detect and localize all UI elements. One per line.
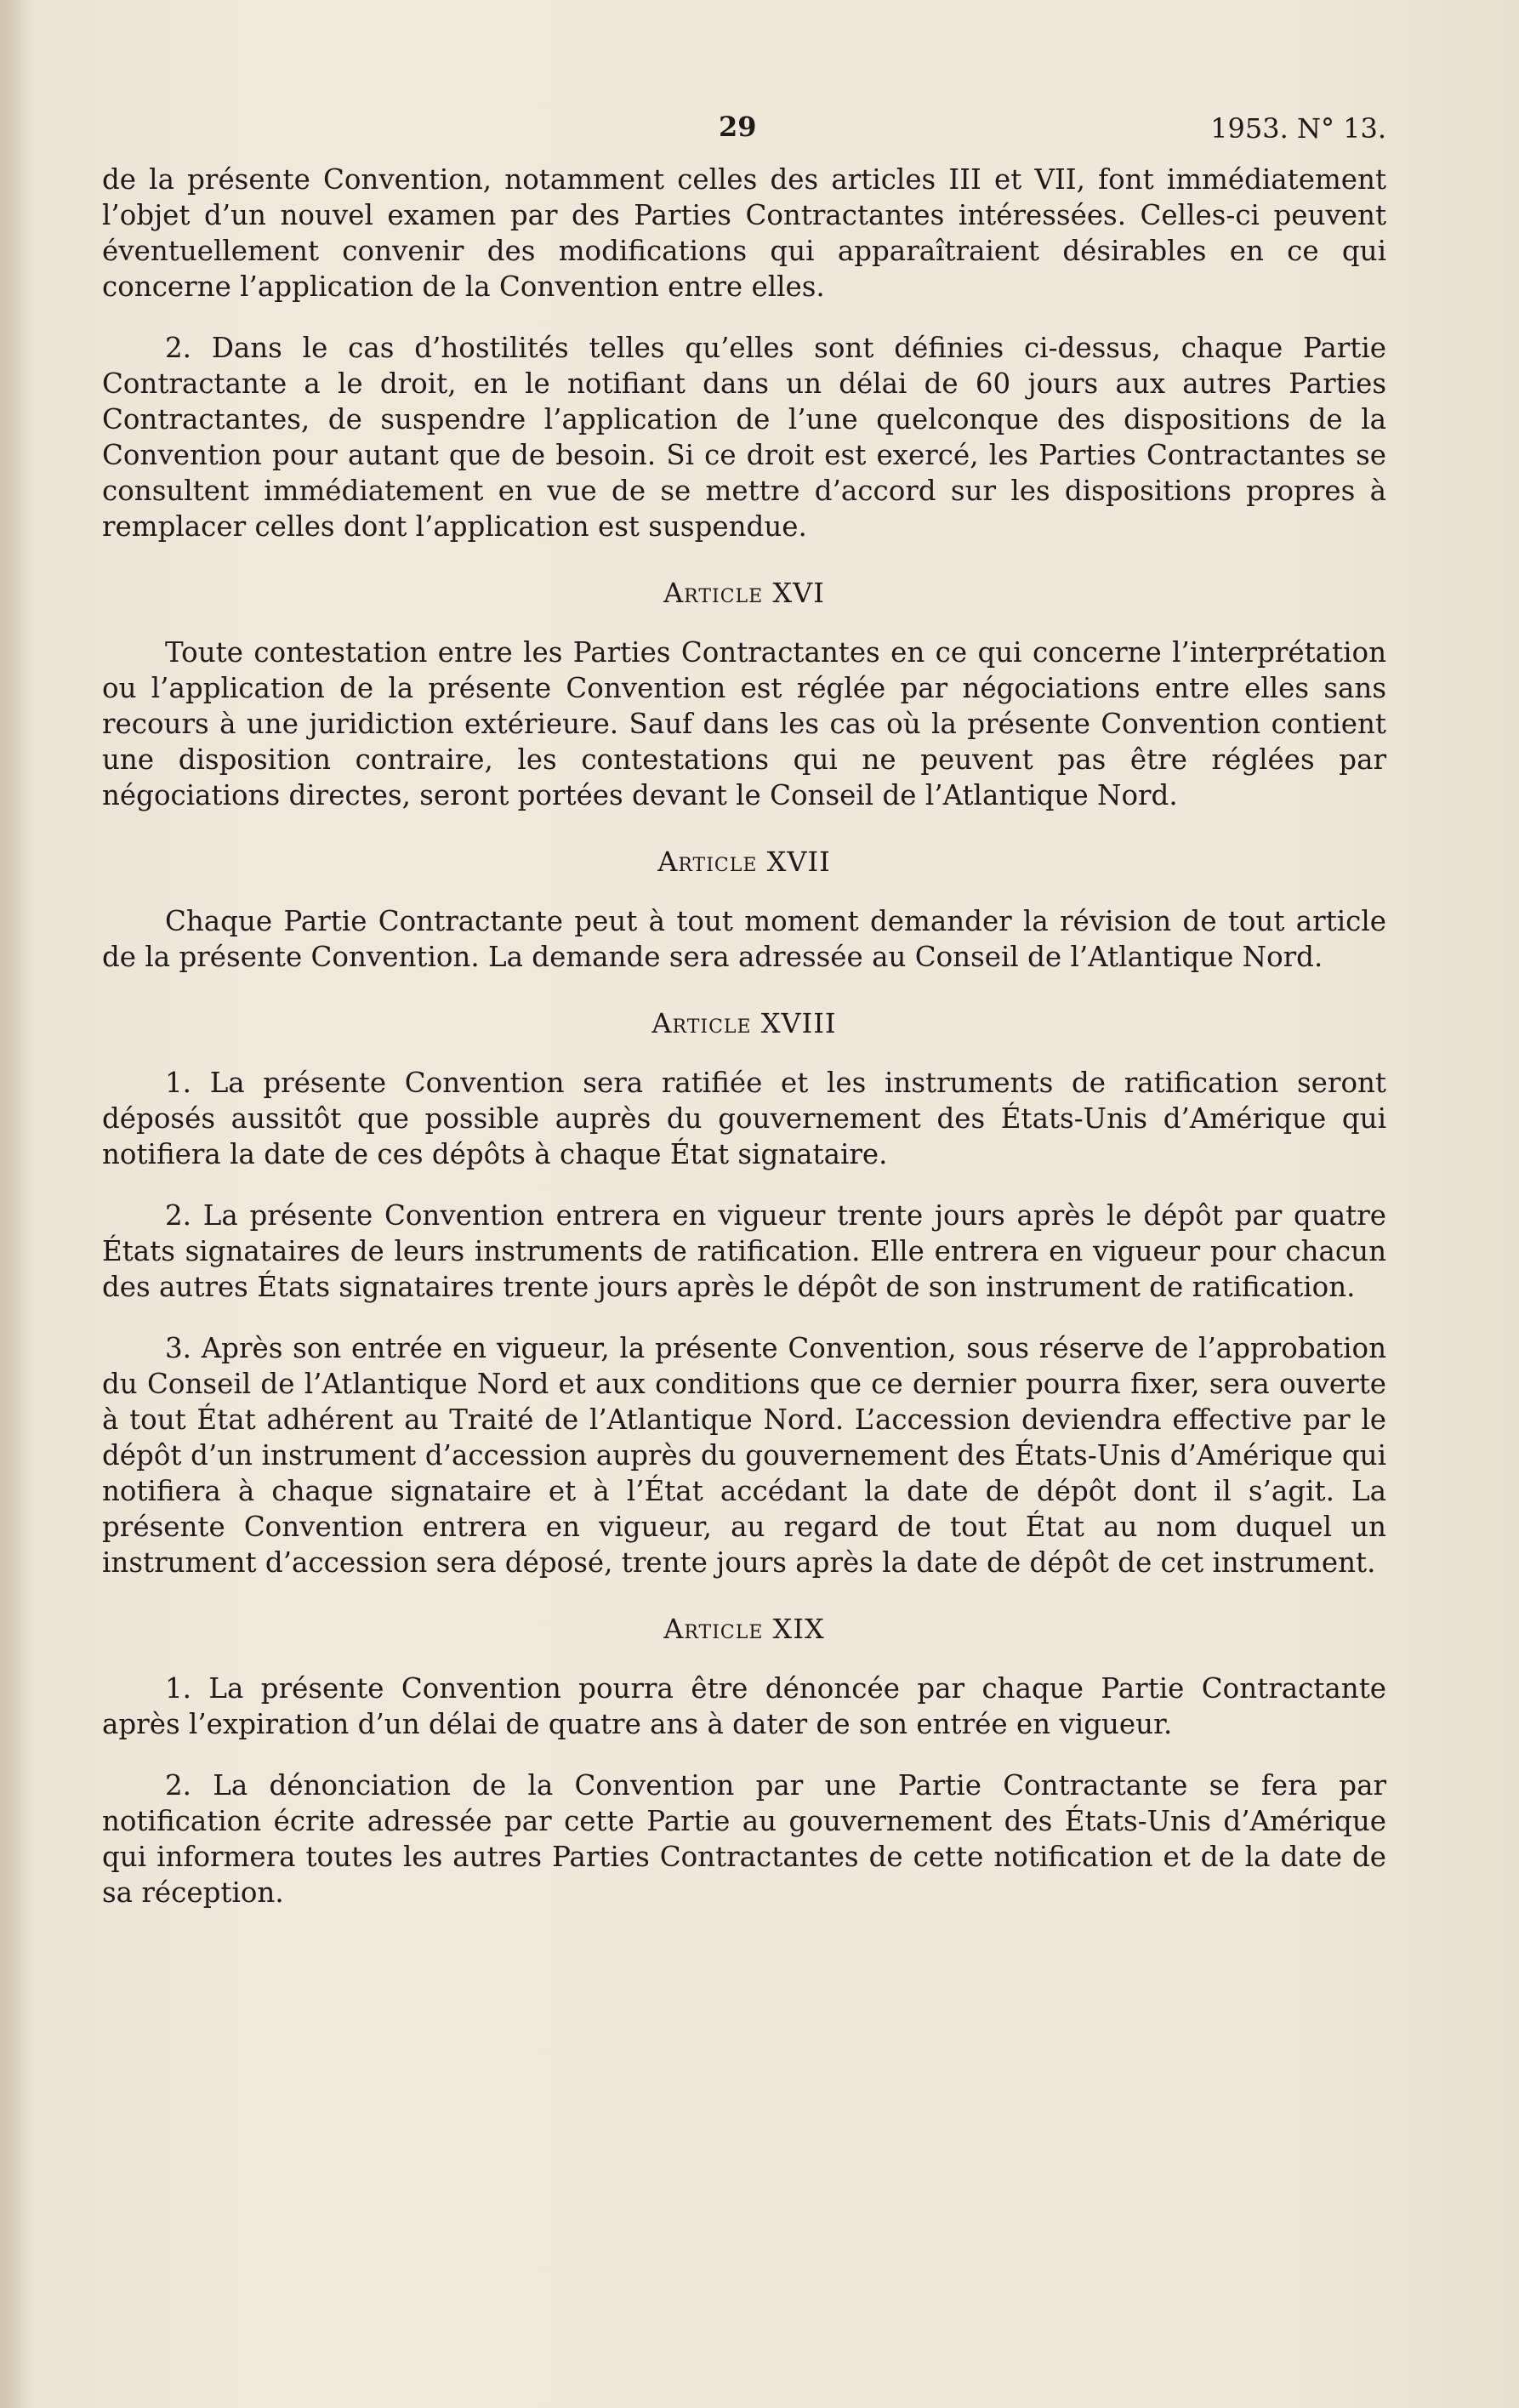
article-xix-paragraph-1: 1. La présente Convention pourra être dénoncée par chaque Partie Contractante après l’expiration d’un délai de quatre ans à dater de son entrée en vigueur. (102, 1672, 1386, 1740)
article-xvi-paragraph: Toute contestation entre les Parties Contractantes en ce qui concerne l’interprétation ou l’application de la présente Convention est réglée par négociations entre elles sans recours à une juridiction extérieure. Sauf dans les cas où la présente Convention contient une disposition contraire, les contestations qui ne peuvent pas être réglées par négociations directes, seront portées devant le Conseil de l’Atlantique Nord. (102, 636, 1386, 811)
binding-shadow (0, 0, 29, 2408)
article-heading-xvi: Article XVI (663, 577, 825, 609)
article-heading-xvii: Article XVII (657, 845, 831, 878)
article-heading-xviii: Article XVIII (651, 1007, 837, 1039)
article-heading-xix: Article XIX (663, 1613, 825, 1645)
article-xvii-paragraph: Chaque Partie Contractante peut à tout moment demander la révision de tout article de la présente Convention. La demande sera adressée au Conseil de l’Atlantique Nord. (102, 905, 1386, 973)
article-xviii-paragraph-3: 3. Après son entrée en vigueur, la présente Convention, sous réserve de l’approbation du Conseil de l’Atlantique Nord et aux conditions que ce dernier pourra fixer, sera ouverte à tout État adhérent au Traité de l’Atlantique Nord. L’accession deviendra effective par le dépôt d’un instrument d’accession auprès du gouvernement des États-Unis d’Amérique qui notifiera à chaque signataire et à l’État accédant la date de dépôt dont il s’agit. La présente Convention entrera en vigueur, au regard de tout État au nom duquel un instrument d’accession sera déposé, trente jours après la date de dépôt de cet instrument. (102, 1332, 1386, 1579)
page-header (102, 102, 1386, 150)
article-xviii-paragraph-1: 1. La présente Convention sera ratifiée et les instruments de ratification seront déposés aussitôt que possible auprès du gouvernement des États-Unis d’Amérique qui notifiera la date de ces dépôts à chaque État signataire. (102, 1067, 1386, 1170)
document-reference: 1953. N° 13. (1210, 112, 1386, 145)
page-content (102, 102, 1386, 1936)
article-xviii-paragraph-2: 2. La présente Convention entrera en vigueur trente jours après le dépôt par quatre États signataires de leurs instruments de ratification. Elle entrera en vigueur pour chacun des autres États signataires trente jours après le dépôt de son instrument de ratification. (102, 1199, 1386, 1303)
paragraph-continued: de la présente Convention, notamment celles des articles III et VII, font immédiatement l’objet d’un nouvel examen par des Parties Contractantes intéressées. Celles-ci peuvent éventuellement convenir des modifications qui apparaîtraient désirables en ce qui concerne l’application de la Convention entre elles. (102, 163, 1386, 303)
page-number: 29 (719, 111, 757, 143)
paragraph-hostilities: 2. Dans le cas d’hostilités telles qu’elles sont définies ci-dessus, chaque Partie Contractante a le droit, en le notifiant dans un délai de 60 jours aux autres Parties Contractantes, de suspendre l’application de l’une quelconque des dispositions de la Convention pour autant que de besoin. Si ce droit est exercé, les Parties Contractantes se consultent immédiatement en vue de se mettre d’accord sur les dispositions propres à remplacer celles dont l’application est suspendue. (102, 332, 1386, 543)
article-xix-paragraph-2: 2. La dénonciation de la Convention par une Partie Contractante se fera par notification écrite adressée par cette Partie au gouvernement des États-Unis d’Amérique qui informera toutes les autres Parties Contractantes de cette notification et de la date de sa réception. (102, 1769, 1386, 1909)
